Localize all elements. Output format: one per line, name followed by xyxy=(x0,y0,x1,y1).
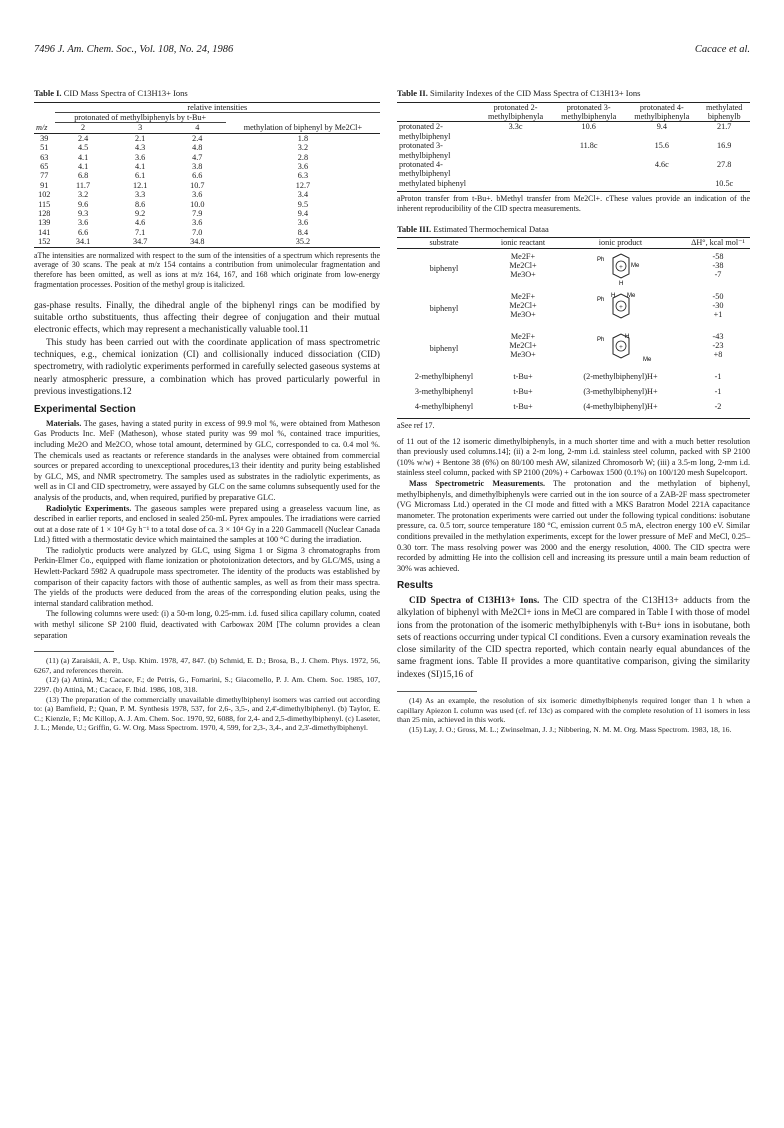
table1-cell: 4.3 xyxy=(135,143,146,153)
footnote-15: (15) Lay, J. O.; Gross, M. L.; Zwinselman, J. J.; Nibbering, N. M. M. Org. Mass Spectrom. 1983, 18, 16. xyxy=(409,724,732,734)
table1-cell: 3.3 xyxy=(135,190,146,200)
table1-row xyxy=(34,133,380,143)
table1-cell: 4.5 xyxy=(77,143,89,153)
table2-cell: 16.9 xyxy=(717,141,732,151)
table1-cell: 3.2 xyxy=(77,190,89,200)
table1-cell: 3.6 xyxy=(192,218,203,228)
table1-cell: 10.0 xyxy=(190,199,205,209)
table1-cell: 6.1 xyxy=(135,171,146,181)
arenium-ion-icon xyxy=(589,292,653,326)
svg-text:+: + xyxy=(618,262,623,271)
table3-reactant: Me2F+ xyxy=(510,331,536,341)
table1-cell: 115 xyxy=(38,199,51,209)
table3-enthalpy-value: -43 xyxy=(712,331,724,341)
table2-cell xyxy=(479,141,552,160)
table1-cell: 141 xyxy=(38,227,51,237)
table1 xyxy=(34,102,380,248)
table1-row xyxy=(34,209,380,218)
table1-cell: 8.6 xyxy=(135,199,146,209)
phenyl-label: Ph xyxy=(596,296,604,303)
table3-row xyxy=(397,369,750,384)
arenium-ion-icon xyxy=(589,252,653,286)
table2-cell xyxy=(479,179,552,188)
table1-cell: 3.8 xyxy=(192,161,203,171)
table2-row-label: protonated 2-methylbiphenyl xyxy=(399,122,451,141)
table1-cell: 3.4 xyxy=(297,190,309,200)
authors: Cacace et al. xyxy=(694,44,750,55)
study-paragraph: This study has been carried out with the coordinate application of mass spectrometric techniques, e.g., chemical ionization (CI) and collisionally induced dissociation (CID) spectrometry, with radiolytic experiments performed in carefully selected gaseous systems at nearly atmospheric pressure, a combination which has proved particularly powerful in previous investigations.12 xyxy=(34,337,380,397)
table1-cell: 9.3 xyxy=(77,208,89,218)
table3-row xyxy=(397,399,750,414)
table1-cell: 51 xyxy=(40,143,49,153)
table3-header-reactant: ionic reactant xyxy=(500,238,546,248)
table1-sub-4: 4 xyxy=(195,123,200,133)
table1-cell: 4.1 xyxy=(135,161,146,171)
footnote-divider xyxy=(34,651,114,652)
table1-cell: 9.6 xyxy=(77,199,89,209)
table1-cell: 35.2 xyxy=(295,237,311,247)
table2-cell xyxy=(625,179,698,188)
table2-cell xyxy=(552,160,625,179)
table1-cell: 3.2 xyxy=(297,143,309,153)
hydrogen-label: H xyxy=(624,333,629,340)
table1-cell: 39 xyxy=(40,133,49,143)
table1-cell: 6.8 xyxy=(77,171,89,181)
table1-cell: 2.8 xyxy=(297,152,309,162)
table1-row xyxy=(34,190,380,199)
table1-cell: 4.7 xyxy=(192,152,203,162)
table1-mz-header: m/z xyxy=(36,122,48,132)
ms-paragraph: Mass Spectrometric Measurements. The protonation and the methylation of biphenyl, methylbiphenyls, and dimethylbiphenyls were carried out in the ion source of a ZAB-2F mass spectrometer (VG Micromass Ltd.) operated in the CI mode and fitted with a MKS Baratron Model 221A capacitance manometer. The protonation experiments were carried out under the following typical conditions: isobutane pressure, ca. 0.5 torr, source temperature 180 °C, emission current 0.5 mA, electron energy 100 eV. Similar conditions prevailed in the methylation experiments, except for the lower pressure of MeF and MeCl, 0.25–0.30 torr. The mass resolving power was 2000 and the energy resolution, 4000. The CID spectra were recorded by admitting He into the collision cell and increasing its pressure until a main beam reduction of 30% was achieved. xyxy=(397,479,750,573)
table1-cell: 34.7 xyxy=(132,237,148,247)
table1-cell: 10.7 xyxy=(190,180,205,190)
table2-cell: 10.5c xyxy=(715,178,734,188)
methyl-label: Me xyxy=(642,356,651,363)
table3-enthalpy-value: -30 xyxy=(712,301,724,311)
table1-cell: 2.4 xyxy=(77,133,89,143)
table3-group-row xyxy=(397,289,750,329)
table3-value: -1 xyxy=(714,387,722,397)
table1-caption: Table I. CID Mass Spectra of C13H13+ Ions xyxy=(34,88,188,98)
analysis-paragraph: The radiolytic products were analyzed by GLC, using Sigma 1 or Sigma 3 chromatographs from Perkin-Elmer Co., equipped with flame ionization or photoionization detectors, and by GLC/MS, using a Hewlett-Packard 5982 A quadrupole mass spectrometer. The identity of the products was established by comparison of their capacity factors with those of authentic samples, as well as from their mass spectra. The yields of the products were deduced from the areas of the corresponding elution peaks, using the internal standard calibration method. xyxy=(34,545,380,608)
table3-header-enthalpy: ΔH°, kcal mol⁻¹ xyxy=(691,238,745,248)
table1-cell: 4.1 xyxy=(77,152,89,162)
table2-cell: 10.6 xyxy=(581,122,596,132)
left-column xyxy=(34,88,380,733)
methyl-label: Me xyxy=(630,262,639,269)
table3-product: (3-methylbiphenyl)H+ xyxy=(583,387,658,397)
table1-cell: 3.6 xyxy=(297,161,309,171)
table1-cell: 128 xyxy=(38,208,51,218)
table1-cell: 152 xyxy=(38,237,51,247)
table3-body xyxy=(397,248,750,415)
table3-reactant: Me3O+ xyxy=(510,310,536,320)
section-heading-experimental: Experimental Section xyxy=(34,404,136,416)
phenyl-label: Ph xyxy=(596,336,604,343)
table3-enthalpy-value: -38 xyxy=(712,261,724,271)
svg-text:+: + xyxy=(618,342,623,351)
table1-sub-3: 3 xyxy=(138,123,143,133)
table1-row xyxy=(34,153,380,162)
table1-sub-2: 2 xyxy=(81,123,86,133)
table3-reactant: t-Bu+ xyxy=(513,402,533,412)
table2-row xyxy=(397,141,750,160)
table3-enthalpy-value: -23 xyxy=(712,341,724,351)
table1-cell: 34.8 xyxy=(190,237,205,247)
table3-reactant: Me2Cl+ xyxy=(509,301,537,311)
table2-cell xyxy=(552,179,625,188)
hydrogen-label: H xyxy=(618,280,623,286)
table1-cell: 12.7 xyxy=(295,180,311,190)
footnote-12: (12) (a) Attinà, M.; Cacace, F.; de Petris, G., Fornarini, S.; Giacomello, P. J. Am. Chem. Soc. 1985, 107, 2297. (b) Attinà, M.; Cacace, F. Ibid. 1986, 108, 318. xyxy=(34,675,380,694)
table1-cell: 9.2 xyxy=(135,208,146,218)
table3-substrate: 4-methylbiphenyl xyxy=(414,402,474,412)
table2-row-label: methylated biphenyl xyxy=(399,178,467,188)
table3-reactant: Me2F+ xyxy=(510,291,536,301)
table1-footnote: aThe intensities are normalized with respect to the sum of the intensities of a spectrum which represents the average of 30 scans. The peak at m/z 154 contains a contribution from unimolecular fragmentation and therefore has been omitted, as well as ions at m/z 164, 167, and 168 which originate from low-energy fragmentation processes. Position of the methyl group is italicized. xyxy=(34,250,380,289)
right-column xyxy=(397,88,750,734)
table3-substrate: 2-methylbiphenyl xyxy=(414,371,474,381)
table1-cell: 7.1 xyxy=(135,227,146,237)
table1-body xyxy=(34,133,380,247)
hydrogen-label: H xyxy=(610,292,615,299)
table1-cell: 1.8 xyxy=(297,133,309,143)
table1-cell: 6.3 xyxy=(297,171,309,181)
table1-cell: 7.0 xyxy=(192,227,203,237)
table3-substrate: 3-methylbiphenyl xyxy=(414,387,474,397)
table1-cell: 34.1 xyxy=(75,237,91,247)
footnote-13: (13) The preparation of the commercially unavailable dimethylbiphenyl isomers was carried out according to: (a) Bamfield, P.; Quan, P. M. Synthesis 1978, 537, for 2,6-, 3,5-, and 2,4'-dimethylbiphenyl. (b) Taylor, E. C.; Kienzle, F.; Mc Killop, A. J. Am. Chem. Soc. 1970, 92, 6088, for 2,4- and 2,5-dimethylbiphenyl. (c) Laseter, J. L.; Mende, U.; Griffin, G. W. Org. Mass Spectrom. 1970, 4, 599, for 2,3-, 3,4-, and 2,3'-dimethylbiphenyl. xyxy=(34,694,380,733)
table2-row xyxy=(397,179,750,188)
materials-paragraph: Materials. The gases, having a stated purity in excess of 99.9 mol %, were obtained from Matheson Gas Products Inc. MeF (Matheson), whose stated purity was 99 mol %, contained trace impurities, including Me2O and Me2CO, whose total amount, determined by GLC, corresponded to ca. 0.4 mol %. The chemicals used as reactants or reference standards in the analyses were obtained from commercial sources or prepared according to unexceptional procedures,13 their identity and purity being established by GLC, MS, and NMR spectrometry. The samples used as substrates in the radiolytic experiments, as well as in CI and CID spectrometry, were assayed by GLC on the same columns subsequently used for the analysis of the products, and, when required, purified by preparative GLC. xyxy=(34,418,380,502)
footnote-divider-right xyxy=(397,691,477,692)
table3-product-structure xyxy=(555,289,686,329)
table2-row xyxy=(397,160,750,179)
table3-header-substrate: substrate xyxy=(429,238,459,248)
table2-cell: 15.6 xyxy=(654,141,669,151)
table2-row-label: protonated 3-methylbiphenyl xyxy=(399,141,451,160)
table1-cell: 77 xyxy=(40,171,49,181)
table1-cell: 7.9 xyxy=(192,208,203,218)
table3-product-structure xyxy=(555,248,686,289)
table3-enthalpy-value: -7 xyxy=(714,270,722,280)
table1-row xyxy=(34,181,380,190)
table3-value: -1 xyxy=(714,371,722,381)
table2-header-2: protonated 2-methylbiphenyla xyxy=(488,102,544,121)
table2-cell: 11.8c xyxy=(579,141,598,151)
table3 xyxy=(397,237,750,415)
table1-row xyxy=(34,171,380,180)
footnote-14: (14) As an example, the resolution of six isomeric dimethylbiphenyls required longer than 1 h when a capillary Apiezon L column was used (cf. ref 13c) as compared with the complete resolution of 11 isomers in less than 25 min, achieved in this work. xyxy=(397,696,750,725)
table3-reactant: t-Bu+ xyxy=(513,387,533,397)
table1-cell: 2.1 xyxy=(135,133,146,143)
table1-row xyxy=(34,162,380,171)
table2-cell: 4.6c xyxy=(654,159,669,169)
section-heading-results: Results xyxy=(397,580,434,592)
table1-row xyxy=(34,237,380,247)
table3-group-row xyxy=(397,248,750,289)
table1-cell: 65 xyxy=(40,161,49,171)
table2-header-methylated: methylated biphenylb xyxy=(705,102,743,121)
table3-reactant: Me3O+ xyxy=(510,270,536,280)
table1-cell: 63 xyxy=(40,152,49,162)
table3-substrate: biphenyl xyxy=(429,303,459,313)
table1-cell: 9.4 xyxy=(297,208,309,218)
table1-group-protonated: protonated of methylbiphenyls by t-Bu+ xyxy=(55,112,226,122)
table2-caption: Table II. Similarity Indexes of the CID Mass Spectra of C13H13+ Ions xyxy=(397,88,641,98)
intro-paragraph: gas-phase results. Finally, the dihedral angle of the biphenyl rings can be modified by suitable ortho substituents, thus affecting their degree of conjugation and their mutual electronic effects, which may represent a mechanistically valuable tool.11 xyxy=(34,300,380,336)
table1-cell: 4.8 xyxy=(192,143,203,153)
table3-enthalpy-value: -50 xyxy=(712,291,724,301)
table1-row xyxy=(34,200,380,209)
table3-product: (2-methylbiphenyl)H+ xyxy=(583,371,658,381)
radiolytic-paragraph: Radiolytic Experiments. The gaseous samples were prepared using a greaseless vacuum line, as described in earlier reports, and enclosed in sealed 250-mL Pyrex ampoules. The irradiations were carried out at a dose rate of 1 × 10⁴ Gy h⁻¹ to a total dose of ca. 3 × 10⁴ Gy in a 220 Gammacell (Nuclear Canada Ltd.) fitted with a thermostatic device which maintained the samples at 100 °C during the irradiation. xyxy=(34,503,380,545)
table3-reactant: Me2Cl+ xyxy=(509,261,537,271)
table1-cell: 2.4 xyxy=(192,133,203,143)
table1-group-methylation: methylation of biphenyl by Me2Cl+ xyxy=(243,123,363,133)
table1-cell: 4.1 xyxy=(77,161,89,171)
table2-cell xyxy=(479,160,552,179)
table1-cell: 12.1 xyxy=(132,180,148,190)
table3-enthalpy-value: +8 xyxy=(713,350,723,360)
table1-cell: 11.7 xyxy=(76,180,91,190)
table2-body xyxy=(397,122,750,188)
table3-enthalpy-value: -58 xyxy=(712,251,724,261)
table3-reactant: Me3O+ xyxy=(510,350,536,360)
table1-cell: 3.6 xyxy=(192,190,203,200)
footnote-11: (11) (a) Zaraiskii, A. P., Usp. Khim. 1978, 47, 847. (b) Schmid, E. D.; Brosa, B., J. Chem. Phys. 1972, 56, 6267, and references therein. xyxy=(34,656,380,675)
table3-reactant: Me2F+ xyxy=(510,251,536,261)
table3-substrate: biphenyl xyxy=(429,263,459,273)
table1-relative-intensities: relative intensities xyxy=(55,102,380,112)
table3-product-structure xyxy=(555,329,686,369)
table2-cell: 27.8 xyxy=(717,159,732,169)
columns-paragraph: The following columns were used: (i) a 50-m long, 0.25-mm. i.d. fused silica capillary column, coated with methyl silicone SP 2100 fluid, deactivated with Carbowax 20M [The column provides a clean separation xyxy=(34,609,380,640)
table3-substrate: biphenyl xyxy=(429,343,459,353)
table1-cell: 8.4 xyxy=(297,227,309,237)
table3-row xyxy=(397,384,750,399)
table3-group-row xyxy=(397,329,750,369)
table1-cell: 6.6 xyxy=(192,171,203,181)
table2 xyxy=(397,102,750,189)
table3-caption: Table III. Estimated Thermochemical Dataa xyxy=(397,223,549,234)
table3-value: -2 xyxy=(714,402,722,412)
table1-cell: 3.6 xyxy=(77,218,89,228)
journal-citation: 7496 J. Am. Chem. Soc., Vol. 108, No. 24, 1986 xyxy=(34,44,234,55)
table1-cell: 6.6 xyxy=(77,227,89,237)
phenyl-label: Ph xyxy=(596,256,604,263)
table1-cell: 102 xyxy=(38,190,51,200)
table1-row xyxy=(34,228,380,237)
columns-continued-paragraph: of 11 out of the 12 isomeric dimethylbiphenyls, in a much shorter time and with a much better resolution than previously used columns.14]; (ii) a 2-m long, 2-mm i.d. stainless steel column, packed with SP 2100 (10% w/w) + Bentone 38 (6%) on 80/100 mesh AW, silanized Chromosorb W; (iii) a 3.5-m long, 2-mm i.d. stainless steel column, packed with SP 2100 (20%) + Carbowax 1500 (0.1%) on 100/120 mesh Supelcoport. xyxy=(397,436,750,478)
table1-cell: 4.6 xyxy=(135,218,146,228)
table3-reactant: t-Bu+ xyxy=(513,371,533,381)
table3-enthalpy-value: +1 xyxy=(713,310,723,320)
running-header xyxy=(34,44,750,60)
table1-cell: 91 xyxy=(40,180,49,190)
table1-row xyxy=(34,218,380,227)
cid-paragraph: CID Spectra of C13H13+ Ions. The CID spectra of the C13H13+ adducts from the alkylation of biphenyl with Me2Cl+ ions in MeCl are compared in Table I with those of model ions from the protonation of the isomeric methylbiphenyls with t-Bu+ ions in isobutane, both sets of reactions occurring under typical CI conditions. Even a cursory examination reveals the close similarity of the CID spectra reported, which contain nearly equal abundances of the same fragment ions. Table II provides a more quantitative comparison, giving the similarity indexes (SI)15,16 of xyxy=(397,595,750,680)
table2-row-label: protonated 4-methylbiphenyl xyxy=(399,159,451,179)
table1-row xyxy=(34,143,380,152)
table2-header-4: protonated 4-methylbiphenyla xyxy=(634,102,690,121)
svg-text:+: + xyxy=(618,302,623,311)
table2-cell: 3.3c xyxy=(508,122,523,132)
table3-header-product: ionic product xyxy=(598,238,643,248)
table3-product: (4-methylbiphenyl)H+ xyxy=(583,402,658,412)
table3-footnote: aSee ref 17. xyxy=(397,418,750,431)
table1-cell: 3.6 xyxy=(135,152,146,162)
arenium-ion-icon xyxy=(589,332,653,366)
table3-reactant: Me2Cl+ xyxy=(509,341,537,351)
table1-cell: 139 xyxy=(38,218,51,228)
table2-cell: 9.4 xyxy=(656,122,667,132)
table1-cell: 3.6 xyxy=(297,218,309,228)
table1-cell: 9.5 xyxy=(297,199,309,209)
table2-header-3: protonated 3-methylbiphenyla xyxy=(561,102,617,121)
table2-cell: 21.7 xyxy=(717,122,732,132)
table2-row xyxy=(397,122,750,141)
table2-footnote: aProton transfer from t-Bu+. bMethyl transfer from Me2Cl+. cThese values provide an indication of the inherent reproducibility of the CID spectra measurements. xyxy=(397,191,750,214)
methyl-label: Me xyxy=(626,292,635,299)
